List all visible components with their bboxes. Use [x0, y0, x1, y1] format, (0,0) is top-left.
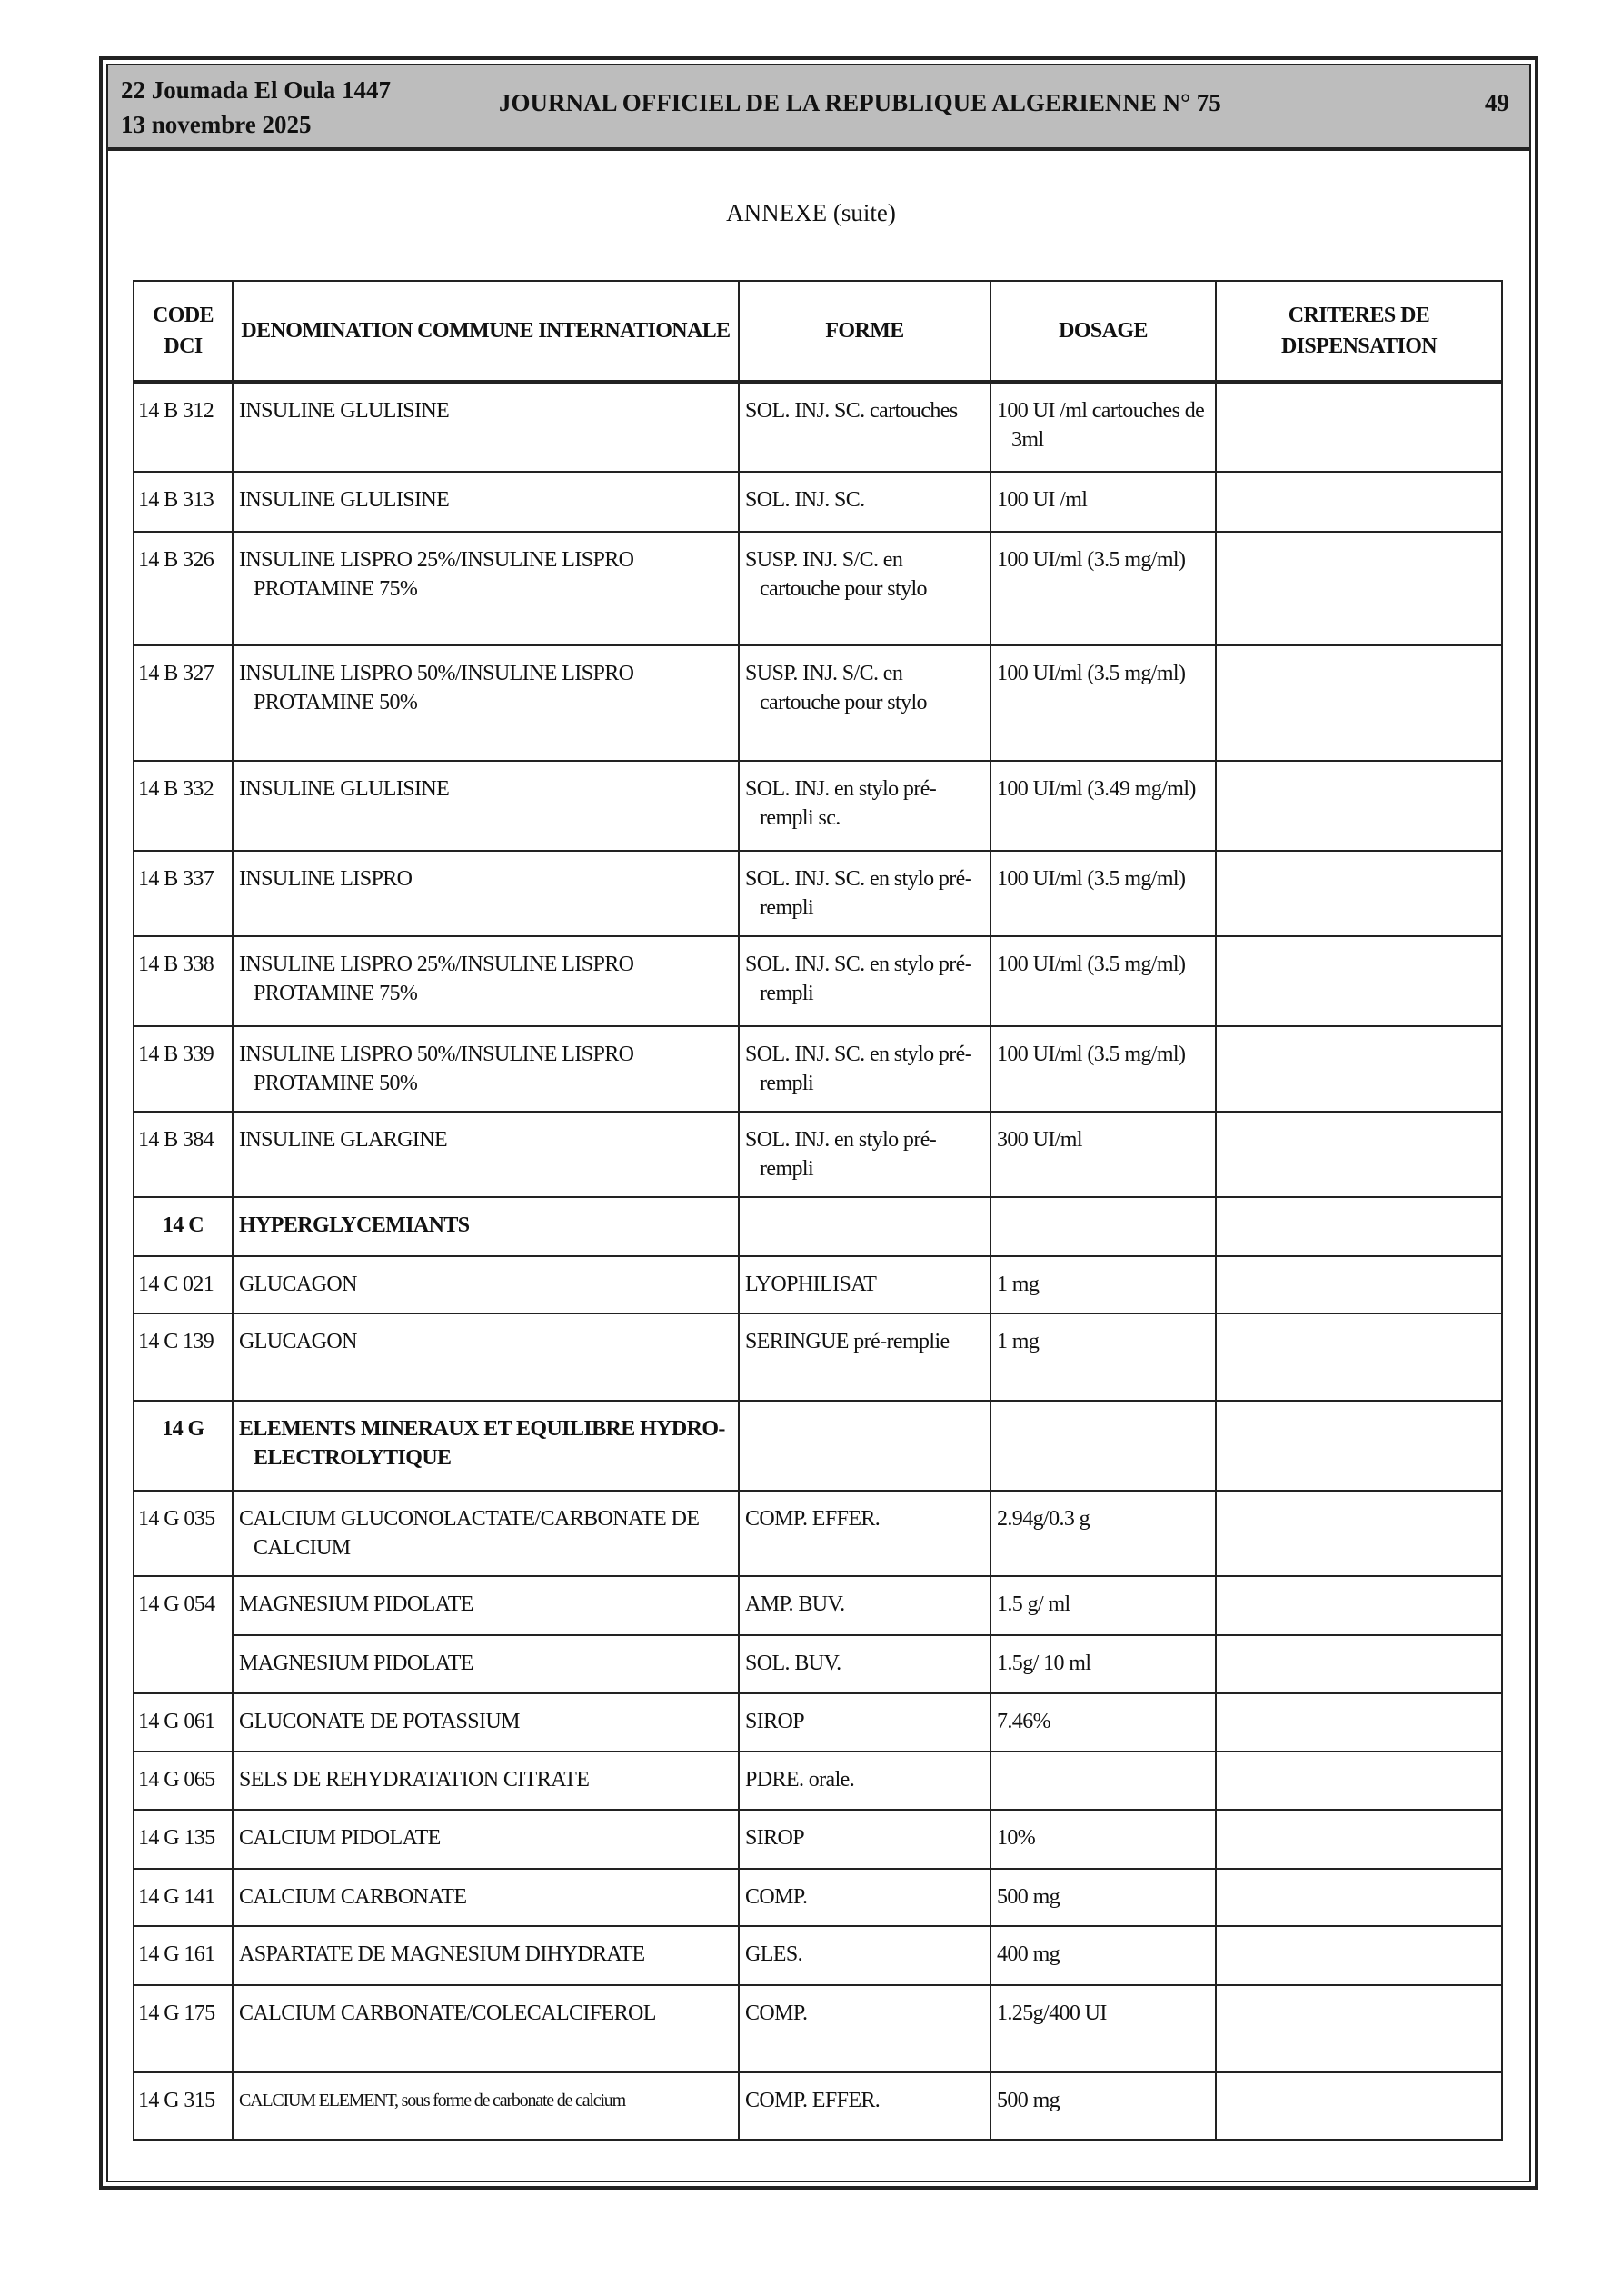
- dosage-cell: 1 mg: [990, 1256, 1216, 1313]
- name-cell: CALCIUM PIDOLATE: [233, 1810, 739, 1869]
- criteres-cell: [1216, 936, 1502, 1026]
- forme-cell: SUSP. INJ. S/C. en cartouche pour stylo: [739, 532, 990, 645]
- name-cell: CALCIUM CARBONATE: [233, 1869, 739, 1926]
- forme-cell: SOL. INJ. en stylo pré-rempli sc.: [739, 761, 990, 851]
- criteres-cell: [1216, 761, 1502, 851]
- forme-cell: SOL. INJ. SC.: [739, 472, 990, 532]
- forme-cell: COMP. EFFER.: [739, 1491, 990, 1576]
- table-row: [134, 1112, 1502, 1197]
- criteres-cell: [1216, 1576, 1502, 1635]
- table-row: [134, 1693, 1502, 1752]
- journal-title: JOURNAL OFFICIEL DE LA REPUBLIQUE ALGERIENNE N° 75: [499, 89, 1221, 116]
- criteres-cell: [1216, 1635, 1502, 1693]
- col-header-forme: FORME: [739, 281, 990, 382]
- dosage-cell: 2.94g/0.3 g: [990, 1491, 1216, 1576]
- col-header-name: DENOMINATION COMMUNE INTERNATIONALE: [233, 281, 739, 382]
- table-row: [134, 1256, 1502, 1313]
- forme-cell: SUSP. INJ. S/C. en cartouche pour stylo: [739, 645, 990, 761]
- table-row: [134, 1869, 1502, 1926]
- name-cell: CALCIUM CARBONATE/COLECALCIFEROL: [233, 1985, 739, 2072]
- code-cell: 14 B 313: [134, 472, 233, 532]
- page-number: 49: [1485, 89, 1509, 116]
- table-row: [134, 645, 1502, 761]
- criteres-cell: [1216, 1926, 1502, 1985]
- dosage-cell: 1.5g/ 10 ml: [990, 1635, 1216, 1693]
- dosage-cell: 100 UI/ml (3.5 mg/ml): [990, 645, 1216, 761]
- dosage-cell: 1.25g/400 UI: [990, 1985, 1216, 2072]
- dosage-cell: 10%: [990, 1810, 1216, 1869]
- code-cell: 14 B 332: [134, 761, 233, 851]
- forme-cell: SIROP: [739, 1693, 990, 1752]
- forme-cell: SOL. INJ. en stylo pré-rempli: [739, 1112, 990, 1197]
- dosage-cell: [990, 1197, 1216, 1256]
- forme-cell: SOL. BUV.: [739, 1635, 990, 1693]
- journal-header: [108, 65, 1529, 151]
- code-cell: 14 G 061: [134, 1693, 233, 1752]
- forme-cell: LYOPHILISAT: [739, 1256, 990, 1313]
- dosage-cell: 100 UI /ml cartouches de 3ml: [990, 382, 1216, 472]
- code-cell: 14 B 337: [134, 851, 233, 936]
- table-row: [134, 1491, 1502, 1576]
- forme-cell: SOL. INJ. SC. en stylo pré-rempli: [739, 851, 990, 936]
- table-row: [134, 1026, 1502, 1112]
- dosage-cell: 100 UI/ml (3.5 mg/ml): [990, 1026, 1216, 1112]
- code-cell: 14 G: [134, 1401, 233, 1491]
- code-cell: 14 B 384: [134, 1112, 233, 1197]
- criteres-cell: [1216, 1869, 1502, 1926]
- table-row: [134, 382, 1502, 472]
- dosage-cell: 100 UI/ml (3.5 mg/ml): [990, 532, 1216, 645]
- criteres-cell: [1216, 1693, 1502, 1752]
- table-row: [134, 761, 1502, 851]
- code-cell: 14 B 339: [134, 1026, 233, 1112]
- table-row: [134, 472, 1502, 532]
- hijri-date: 22 Joumada El Oula 1447: [121, 76, 392, 104]
- code-cell: 14 G 161: [134, 1926, 233, 1985]
- table-row: [134, 532, 1502, 645]
- name-cell: INSULINE GLULISINE: [233, 761, 739, 851]
- forme-cell: COMP. EFFER.: [739, 2072, 990, 2140]
- name-cell: INSULINE GLULISINE: [233, 472, 739, 532]
- code-cell: 14 B 326: [134, 532, 233, 645]
- dosage-cell: 400 mg: [990, 1926, 1216, 1985]
- name-cell: GLUCONATE DE POTASSIUM: [233, 1693, 739, 1752]
- name-cell: INSULINE LISPRO 25%/INSULINE LISPRO PROTAMINE 75%: [233, 936, 739, 1026]
- code-cell: 14 G 054: [134, 1576, 233, 1693]
- code-cell: 14 G 135: [134, 1810, 233, 1869]
- dosage-cell: [990, 1401, 1216, 1491]
- header-dates: [121, 73, 391, 142]
- criteres-cell: [1216, 1112, 1502, 1197]
- forme-cell: SERINGUE pré-remplie: [739, 1313, 990, 1401]
- forme-cell: [739, 1197, 990, 1256]
- forme-cell: SOL. INJ. SC. en stylo pré-rempli: [739, 936, 990, 1026]
- col-header-criteres: CRITERES DE DISPENSATION: [1216, 281, 1502, 382]
- name-cell: INSULINE LISPRO: [233, 851, 739, 936]
- code-cell: 14 C 139: [134, 1313, 233, 1401]
- name-cell: MAGNESIUM PIDOLATE: [233, 1635, 739, 1693]
- criteres-cell: [1216, 472, 1502, 532]
- criteres-cell: [1216, 2072, 1502, 2140]
- table-row: [134, 936, 1502, 1026]
- forme-cell: [739, 1401, 990, 1491]
- table-row: [134, 2072, 1502, 2140]
- name-cell: GLUCAGON: [233, 1256, 739, 1313]
- annex-title: ANNEXE (suite): [726, 199, 896, 226]
- code-cell: 14 C: [134, 1197, 233, 1256]
- code-cell: 14 G 175: [134, 1985, 233, 2072]
- table-row: [134, 1313, 1502, 1401]
- col-header-code: CODE DCI: [134, 281, 233, 382]
- section-row: [134, 1401, 1502, 1491]
- code-cell: 14 B 338: [134, 936, 233, 1026]
- code-cell: 14 G 315: [134, 2072, 233, 2140]
- criteres-cell: [1216, 1491, 1502, 1576]
- criteres-cell: [1216, 382, 1502, 472]
- criteres-cell: [1216, 1985, 1502, 2072]
- dosage-cell: 100 UI/ml (3.49 mg/ml): [990, 761, 1216, 851]
- code-cell: 14 C 021: [134, 1256, 233, 1313]
- table-row: [134, 1752, 1502, 1810]
- table-header-row: [134, 281, 1502, 382]
- forme-cell: PDRE. orale.: [739, 1752, 990, 1810]
- forme-cell: SIROP: [739, 1810, 990, 1869]
- forme-cell: SOL. INJ. SC. cartouches: [739, 382, 990, 472]
- criteres-cell: [1216, 1752, 1502, 1810]
- medication-table: [133, 280, 1503, 2141]
- code-cell: 14 B 312: [134, 382, 233, 472]
- forme-cell: AMP. BUV.: [739, 1576, 990, 1635]
- dosage-cell: 100 UI/ml (3.5 mg/ml): [990, 936, 1216, 1026]
- name-cell: ASPARTATE DE MAGNESIUM DIHYDRATE: [233, 1926, 739, 1985]
- criteres-cell: [1216, 645, 1502, 761]
- criteres-cell: [1216, 851, 1502, 936]
- forme-cell: SOL. INJ. SC. en stylo pré-rempli: [739, 1026, 990, 1112]
- dosage-cell: [990, 1752, 1216, 1810]
- dosage-cell: 1.5 g/ ml: [990, 1576, 1216, 1635]
- name-cell: INSULINE LISPRO 50%/INSULINE LISPRO PROTAMINE 50%: [233, 1026, 739, 1112]
- name-cell: INSULINE LISPRO 25%/INSULINE LISPRO PROTAMINE 75%: [233, 532, 739, 645]
- dosage-cell: 300 UI/ml: [990, 1112, 1216, 1197]
- code-cell: 14 B 327: [134, 645, 233, 761]
- criteres-cell: [1216, 1401, 1502, 1491]
- forme-cell: GLES.: [739, 1926, 990, 1985]
- dosage-cell: 500 mg: [990, 2072, 1216, 2140]
- table-row: [134, 1576, 1502, 1635]
- name-cell: CALCIUM GLUCONOLACTATE/CARBONATE DE CALCIUM: [233, 1491, 739, 1576]
- table-row: [134, 851, 1502, 936]
- section-row: [134, 1197, 1502, 1256]
- dosage-cell: 100 UI/ml (3.5 mg/ml): [990, 851, 1216, 936]
- name-cell: INSULINE GLARGINE: [233, 1112, 739, 1197]
- criteres-cell: [1216, 1313, 1502, 1401]
- name-cell: GLUCAGON: [233, 1313, 739, 1401]
- name-cell: INSULINE GLULISINE: [233, 382, 739, 472]
- name-cell: CALCIUM ELEMENT, sous forme de carbonate de calcium: [233, 2072, 739, 2140]
- name-cell: SELS DE REHYDRATATION CITRATE: [233, 1752, 739, 1810]
- col-header-dosage: DOSAGE: [990, 281, 1216, 382]
- criteres-cell: [1216, 1026, 1502, 1112]
- criteres-cell: [1216, 1810, 1502, 1869]
- criteres-cell: [1216, 532, 1502, 645]
- dosage-cell: 1 mg: [990, 1313, 1216, 1401]
- dosage-cell: 100 UI /ml: [990, 472, 1216, 532]
- code-cell: 14 G 035: [134, 1491, 233, 1576]
- table-row: [134, 1985, 1502, 2072]
- name-cell: MAGNESIUM PIDOLATE: [233, 1576, 739, 1635]
- name-cell: HYPERGLYCEMIANTS: [233, 1197, 739, 1256]
- forme-cell: COMP.: [739, 1869, 990, 1926]
- forme-cell: COMP.: [739, 1985, 990, 2072]
- criteres-cell: [1216, 1197, 1502, 1256]
- name-cell: ELEMENTS MINERAUX ET EQUILIBRE HYDRO-ELECTROLYTIQUE: [233, 1401, 739, 1491]
- code-cell: 14 G 065: [134, 1752, 233, 1810]
- table-row: [134, 1810, 1502, 1869]
- dosage-cell: 7.46%: [990, 1693, 1216, 1752]
- name-cell: INSULINE LISPRO 50%/INSULINE LISPRO PROTAMINE 50%: [233, 645, 739, 761]
- dosage-cell: 500 mg: [990, 1869, 1216, 1926]
- code-cell: 14 G 141: [134, 1869, 233, 1926]
- table-row: [134, 1926, 1502, 1985]
- table-row: [134, 1635, 1502, 1693]
- criteres-cell: [1216, 1256, 1502, 1313]
- gregorian-date: 13 novembre 2025: [121, 111, 312, 138]
